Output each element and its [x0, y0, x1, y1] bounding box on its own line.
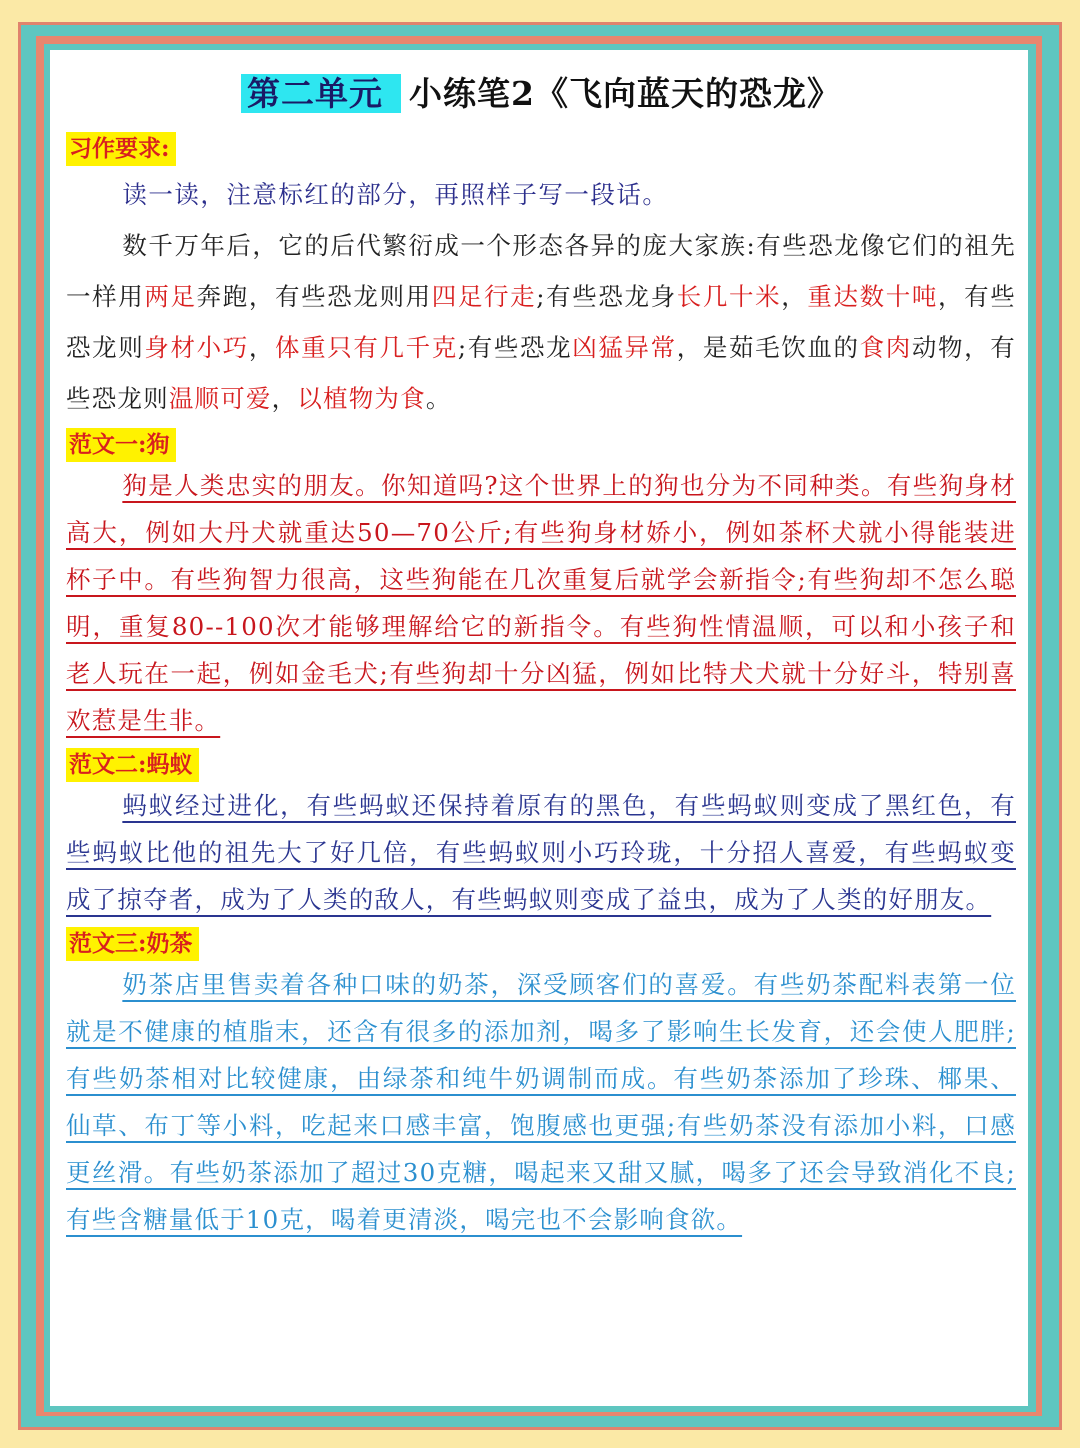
passage-text: ， — [248, 333, 275, 362]
passage-text: ;有些恐龙 — [457, 333, 573, 362]
highlighted-phrase: 温顺可爱 — [168, 384, 272, 413]
essay-three-section — [66, 927, 1016, 1243]
highlighted-phrase: 重达数十吨 — [807, 282, 938, 311]
highlighted-phrase: 身材小巧 — [144, 333, 249, 362]
passage-text: ，有些恐龙则 — [66, 282, 1016, 362]
requirement-instruction: 读一读，注意标红的部分，再照样子写一段话。 — [122, 180, 669, 209]
essay-one-text — [66, 462, 1016, 744]
passage-text: 数千万年后，它的后代繁衍成一个形态各异的庞大家族:有些恐龙像它们的祖先一样用 — [66, 231, 1016, 311]
essay-two-text — [66, 782, 1016, 923]
passage-text: 奔跑，有些恐龙则用 — [196, 282, 432, 311]
highlighted-phrase: 四足行走 — [431, 282, 537, 311]
highlighted-phrase: 长几十米 — [676, 282, 782, 311]
passage-text: ，是茹毛饮血的 — [676, 333, 860, 362]
passage-text: ， — [271, 384, 298, 413]
example-passage — [66, 220, 1016, 424]
page-title — [66, 70, 1016, 118]
highlighted-phrase: 以植物为食 — [297, 384, 426, 413]
worksheet-content — [66, 60, 1016, 1243]
essay-one-section — [66, 428, 1016, 744]
essay-two-tag: 范文二:蚂蚁 — [66, 748, 199, 782]
essay-three-body: 奶茶店里售卖着各种口味的奶茶，深受顾客们的喜爱。有些奶茶配料表第一位就是不健康的植脂末，还含有很多的添加剂，喝多了影响生长发育，还会使人肥胖;有些奶茶相对比较健康，由绿茶和纯牛奶调制而成。有些奶茶添加了珍珠、椰果、仙草、布丁等小料，吃起来口感丰富，饱腹感也更强;有些奶茶没有添加小料，口感更丝滑。有些奶茶添加了超过30克糖，喝起来又甜又腻，喝多了还会导致消化不良;有些含糖量低于10克，喝着更清淡，喝完也不会影响食欲。 — [66, 970, 1016, 1234]
highlighted-phrase: 食肉 — [859, 333, 912, 362]
essay-three-tag: 范文三:奶茶 — [66, 927, 199, 961]
highlighted-phrase: 凶猛异常 — [572, 333, 677, 362]
passage-text: ， — [781, 282, 808, 311]
passage-text: ;有些恐龙身 — [536, 282, 677, 311]
unit-label: 第二单元 — [241, 74, 401, 113]
essay-two-body: 蚂蚁经过进化，有些蚂蚁还保持着原有的黑色，有些蚂蚁则变成了黑红色，有些蚂蚁比他的祖先大了好几倍，有些蚂蚁则小巧玲珑，十分招人喜爱，有些蚂蚁变成了掠夺者，成为了人类的敌人，有些蚂蚁则变成了益虫，成为了人类的好朋友。 — [66, 791, 1016, 914]
requirement-section — [66, 132, 1016, 424]
essay-one-tag: 范文一:狗 — [66, 428, 176, 462]
requirement-tag: 习作要求: — [66, 132, 176, 166]
highlighted-phrase: 体重只有几千克 — [275, 333, 458, 362]
passage-text: 。 — [425, 384, 452, 413]
passage-text: 动物，有些恐龙则 — [66, 333, 1016, 413]
essay-three-text — [66, 961, 1016, 1243]
lesson-title: 小练笔2《飞向蓝天的恐龙》 — [409, 74, 841, 113]
highlighted-phrase: 两足 — [144, 282, 197, 311]
essay-one-body: 狗是人类忠实的朋友。你知道吗?这个世界上的狗也分为不同种类。有些狗身材高大，例如大丹犬就重达50—70公斤;有些狗身材娇小，例如茶杯犬就小得能装进杯子中。有些狗智力很高，这些狗能在几次重复后就学会新指令;有些狗却不怎么聪明，重复80--100次才能够理解给它的新指令。有些狗性情温顺，可以和小孩子和老人玩在一起，例如金毛犬;有些狗却十分凶猛，例如比特犬犬就十分好斗，特别喜欢惹是生非。 — [66, 471, 1016, 735]
essay-two-section — [66, 748, 1016, 923]
